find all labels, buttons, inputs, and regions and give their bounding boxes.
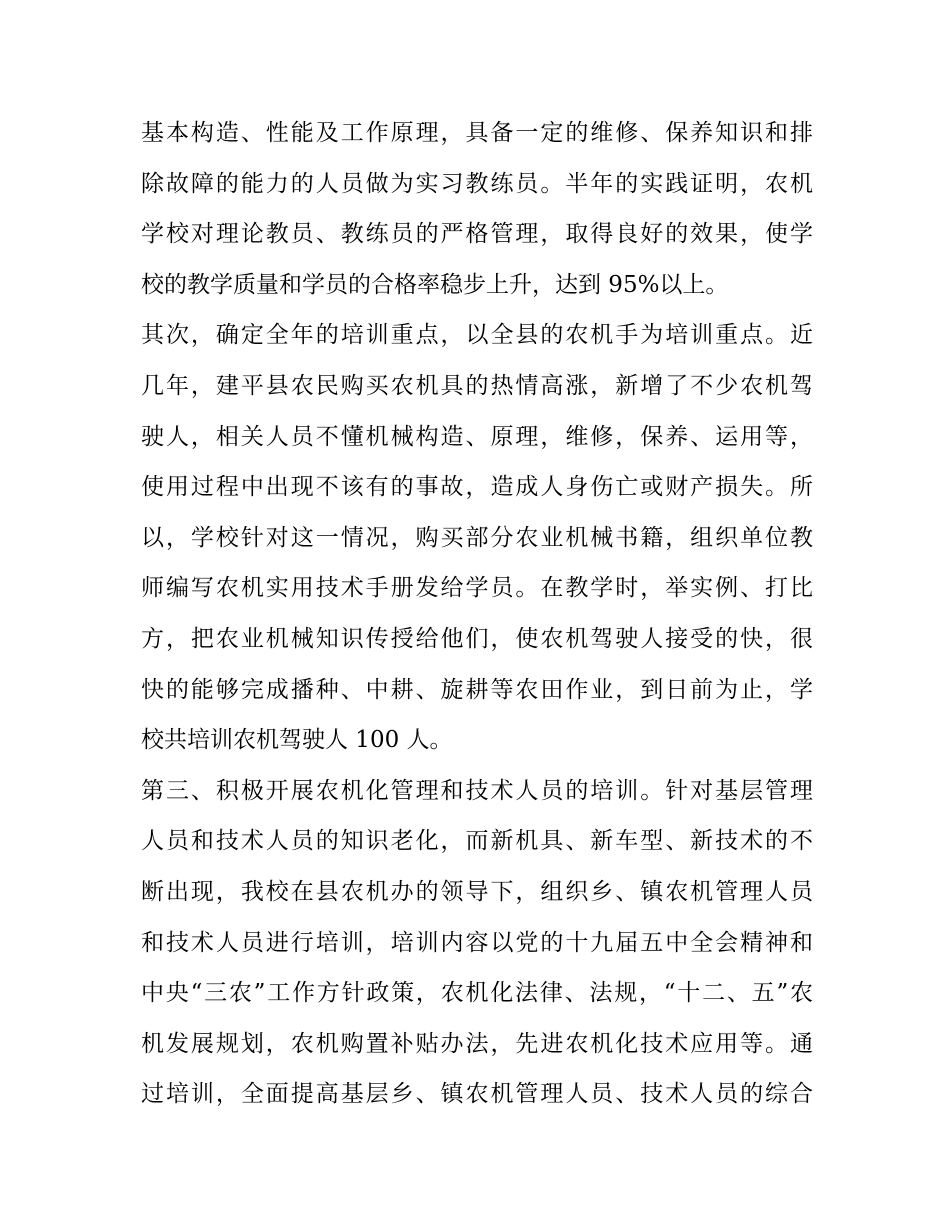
text-line: 几年，建平县农民购买农机具的热情高涨，新增了不少农机驾: [141, 372, 813, 399]
text-line: 使用过程中出现不该有的事故，造成人身伤亡或财产损失。所: [141, 474, 813, 501]
text-line: 以，学校针对这一情况，购买部分农业机械书籍，组织单位教: [141, 524, 813, 551]
text-line: 其次，确定全年的培训重点，以全县的农机手为培训重点。近: [141, 322, 813, 349]
text-line: 中央“三农”工作方针政策，农机化法律、法规，“十二、五”农: [141, 980, 813, 1007]
text-line: 基本构造、性能及工作原理，具备一定的维修、保养知识和排: [141, 120, 813, 146]
text-line: 人员和技术人员的知识老化，而新机具、新车型、新技术的不: [141, 828, 813, 855]
text-line: 和技术人员进行培训，培训内容以党的十九届五中全会精神和: [141, 929, 813, 956]
text-line: 校共培训农机驾驶人 100 人。: [141, 727, 453, 754]
text-line: 师编写农机实用技术手册发给学员。在教学时，举实例、打比: [141, 575, 813, 602]
body-text: [141, 108, 813, 1120]
text-line: 过培训，全面提高基层乡、镇农机管理人员、技术人员的综合: [141, 1081, 813, 1108]
text-line: 断出现，我校在县农机办的领导下，组织乡、镇农机管理人员: [141, 878, 813, 905]
text-line: 机发展规划，农机购置补贴办法，先进农机化技术应用等。通: [141, 1030, 813, 1057]
text-line: 快的能够完成播种、中耕、旋耕等农田作业，到日前为止，学: [141, 676, 813, 703]
text-line: 除故障的能力的人员做为实习教练员。半年的实践证明，农机: [141, 170, 813, 197]
text-line: 驶人，相关人员不懂机械构造、原理，维修，保养、运用等，: [141, 423, 813, 450]
text-line: 学校对理论教员、教练员的严格管理，取得良好的效果，使学: [141, 221, 813, 248]
text-line: 第三、积极开展农机化管理和技术人员的培训。针对基层管理: [141, 777, 813, 804]
text-line: 校的教学质量和学员的合格率稳步上升，达到 95%以上。: [141, 271, 729, 298]
text-line: 方，把农业机械知识传授给他们，使农机驾驶人接受的快，很: [141, 625, 813, 652]
